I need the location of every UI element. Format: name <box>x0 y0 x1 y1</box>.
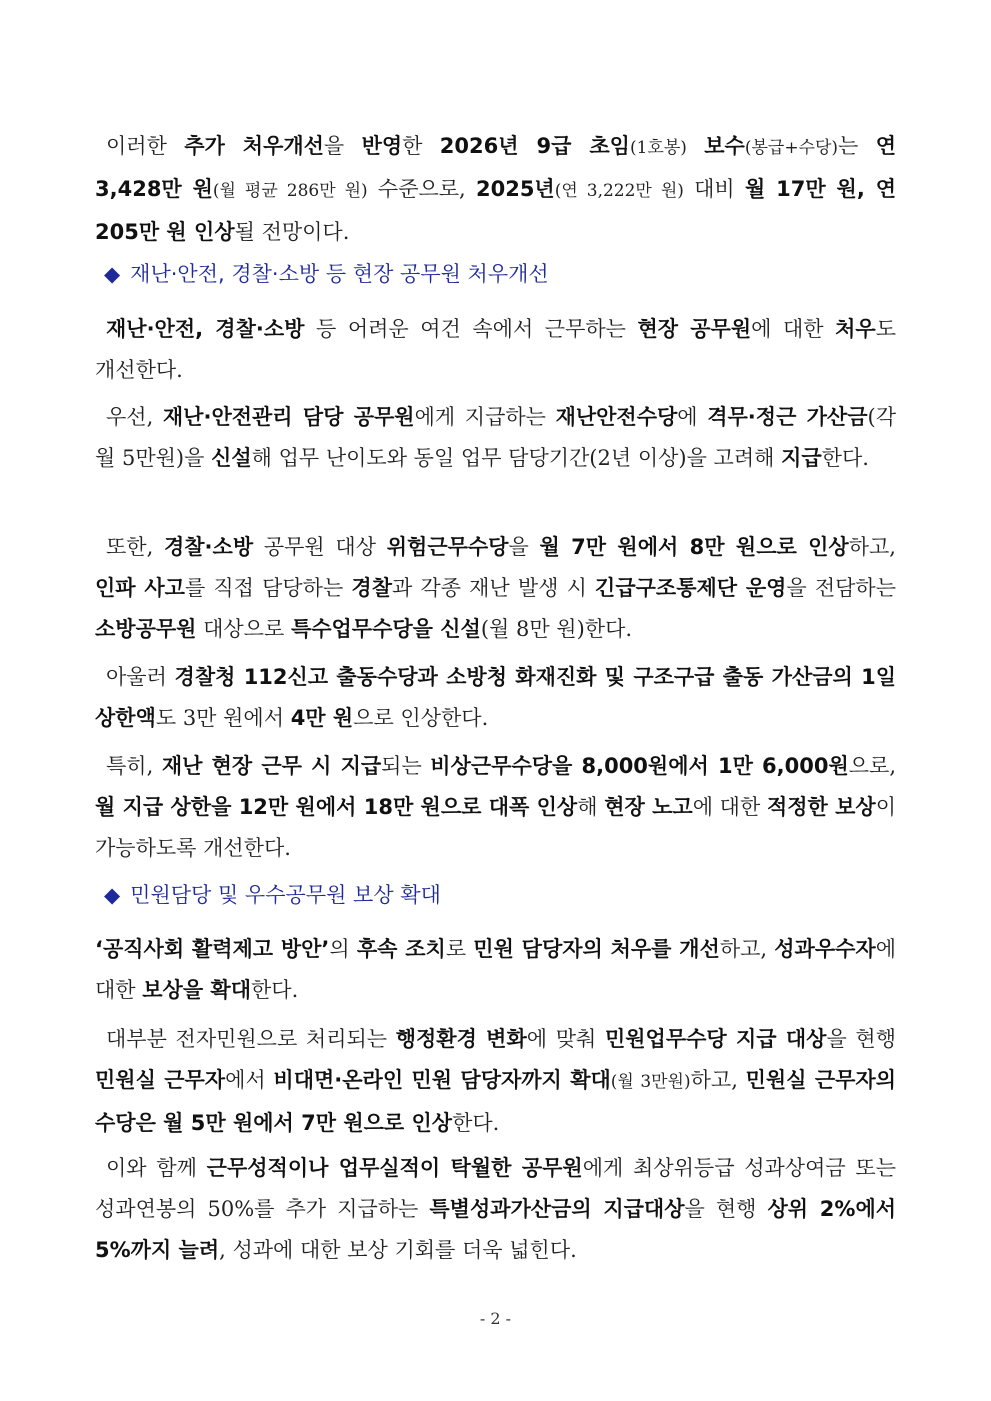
text: 을 전담하는 <box>786 576 897 600</box>
text: 대비 <box>683 177 745 201</box>
text: 공무원 대상 <box>253 535 387 559</box>
bold-text: 특별성과가산금의 지급대상 <box>429 1197 685 1221</box>
bold-text: 후속 조치 <box>356 937 446 961</box>
small-note: (봉급+수당) <box>744 138 839 158</box>
text: 대부분 전자민원으로 처리되는 <box>106 1027 396 1051</box>
text: 하고, <box>719 937 775 961</box>
paragraph-field-workers-intro <box>95 309 896 391</box>
bold-text: 인파 사고 <box>95 576 185 600</box>
text: 하고, <box>848 535 896 559</box>
bold-text: 경찰청 112신고 출동수당과 소방청 화재진화 및 구조구급 출동 가산금의 1일 상한액 <box>95 665 896 730</box>
bold-text: 현장 공무원 <box>637 317 752 341</box>
bold-text: 재난 현장 근무 시 지급 <box>161 754 382 778</box>
page-number: - 2 - <box>479 1309 512 1328</box>
section-heading-field-workers <box>104 254 549 295</box>
text: 하고, <box>690 1068 746 1092</box>
bold-text: 경찰 <box>351 576 392 600</box>
text: 한다. <box>251 978 299 1002</box>
text: 를 직접 담당하는 <box>184 576 352 600</box>
small-note: (월 평균 286만 원) <box>212 181 368 201</box>
bold-text: 4만 원 <box>290 706 354 730</box>
bold-text: 민원실 근무자 <box>95 1068 226 1092</box>
small-note: (월 3만원) <box>610 1072 691 1092</box>
bold-text: 근무성적이나 업무실적이 탁월한 공무원 <box>206 1156 583 1180</box>
bold-text: 월 지급 상한을 12만 원에서 18만 원으로 대폭 인상 <box>95 795 578 819</box>
text: (월 8만 원)한다. <box>480 617 633 641</box>
text: 로 <box>445 937 474 961</box>
bold-text: 연 3,428만 원 <box>95 134 896 201</box>
bold-text: 비상근무수당을 8,000원에서 1만 6,000원 <box>430 754 849 778</box>
paragraph-performance-bonus <box>95 1148 896 1271</box>
paragraph-salary-summary <box>95 126 896 253</box>
bold-text: 성과우수자 <box>774 937 876 961</box>
bold-text: 비대면·온라인 민원 담당자까지 확대 <box>273 1068 611 1092</box>
diamond-bullet-icon: ◆ <box>104 262 121 286</box>
bold-text: 긴급구조통제단 운영 <box>595 576 787 600</box>
text: 이 가능하도록 개선한다. <box>95 795 896 860</box>
text: 에 맞춰 <box>526 1027 605 1051</box>
text: 에게 최상위등급 성과상여금 또는 성과연봉의 50%를 추가 지급하는 <box>95 1156 896 1221</box>
text: 특히, <box>106 754 162 778</box>
bold-text: 상위 2%에서 5%까지 늘려 <box>95 1197 897 1262</box>
text: 한 <box>402 134 440 158</box>
text: 에서 <box>225 1068 274 1092</box>
text: 우선, <box>106 405 163 429</box>
text: (각 월 5만원)을 <box>95 405 896 470</box>
bold-text: 월 7만 원에서 8만 원으로 인상 <box>539 535 849 559</box>
text: 등 어려운 여건 속에서 근무하는 <box>304 317 638 341</box>
section-heading-text: 민원담당 및 우수공무원 보상 확대 <box>130 883 441 907</box>
bold-text: 처우 <box>835 317 876 341</box>
bold-text: 민원 담당자의 처우를 개선 <box>473 937 720 961</box>
small-note: (1호봉) <box>629 138 687 158</box>
text: 또한, <box>106 535 164 559</box>
paragraph-emergency-duty-allowance <box>95 746 896 869</box>
text: 대상으로 <box>196 617 291 641</box>
bold-text: 소방공무원 <box>95 617 197 641</box>
text: 해 <box>577 795 605 819</box>
text <box>687 134 704 158</box>
text: 을 <box>323 134 362 158</box>
text: 으로, <box>848 754 897 778</box>
bold-text: 추가 처우개선 <box>184 134 324 158</box>
text: 아울러 <box>106 665 175 689</box>
text: , 성과에 대한 보상 기회를 더욱 넓힌다. <box>219 1238 577 1262</box>
bold-text: 월 17만 원, 연 205만 원 인상 <box>95 177 896 244</box>
text: 수준으로, <box>367 177 476 201</box>
paragraph-disaster-safety-allowance <box>95 397 896 479</box>
text: 되는 <box>381 754 431 778</box>
text: 도 개선한다. <box>95 317 896 382</box>
bold-text: 적정한 보상 <box>766 795 876 819</box>
text: 을 현행 <box>684 1197 768 1221</box>
text: 을 <box>508 535 540 559</box>
text: 으로 인상한다. <box>353 706 489 730</box>
bold-text: 재난·안전관리 담당 공무원 <box>162 405 415 429</box>
paragraph-civil-service-intro <box>95 929 896 1011</box>
text: 해 업무 난이도와 동일 업무 담당기간(2년 이상)을 고려해 <box>251 446 782 470</box>
text: 에 대한 <box>95 937 896 1002</box>
bold-text: 위험근무수당 <box>386 535 509 559</box>
text: 될 전망이다. <box>234 220 350 244</box>
text: 도 3만 원에서 <box>155 706 291 730</box>
paragraph-civil-complaint-allowance <box>95 1019 896 1144</box>
bold-text: 반영 <box>361 134 403 158</box>
text: 에 대한 <box>692 795 767 819</box>
text: 는 <box>838 134 876 158</box>
section-heading-civil-service-rewards <box>104 875 441 916</box>
bold-text: 신설 <box>211 446 252 470</box>
section-heading-text: 재난·안전, 경찰·소방 등 현장 공무원 처우개선 <box>130 262 549 286</box>
bold-text: 현장 노고 <box>604 795 693 819</box>
text: 이러한 <box>106 134 185 158</box>
bold-text: 보수 <box>704 134 745 158</box>
paragraph-police-fire-allowance <box>95 527 896 650</box>
diamond-bullet-icon: ◆ <box>104 883 121 907</box>
text: 의 <box>329 937 357 961</box>
bold-text: 격무·정근 가산금 <box>707 405 868 429</box>
bold-text: 지급 <box>781 446 822 470</box>
bold-text: 행정환경 변화 <box>395 1027 527 1051</box>
text: 을 현행 <box>826 1027 896 1051</box>
text: 이와 함께 <box>106 1156 207 1180</box>
text: 과 각종 재난 발생 시 <box>391 576 596 600</box>
bold-text: 2026년 9급 초임 <box>439 134 630 158</box>
bold-text: 경찰·소방 <box>163 535 254 559</box>
bold-text: 재난안전수당 <box>555 405 678 429</box>
text: 한다. <box>452 1111 500 1135</box>
bold-text: 민원실 근무자의 수당은 월 5만 원에서 7만 원으로 인상 <box>95 1068 896 1135</box>
bold-text: 2025년 <box>475 177 555 201</box>
bold-text: ‘공직사회 활력제고 방안’ <box>95 937 330 961</box>
text: 에게 지급하는 <box>414 405 556 429</box>
small-note: (연 3,222만 원) <box>554 181 684 201</box>
text: 한다. <box>821 446 869 470</box>
bold-text: 재난·안전, 경찰·소방 <box>106 317 305 341</box>
bold-text: 특수업무수당을 신설 <box>290 617 481 641</box>
paragraph-dispatch-allowance <box>95 657 896 739</box>
bold-text: 민원업무수당 지급 대상 <box>604 1027 827 1051</box>
text: 에 <box>677 405 708 429</box>
bold-text: 보상을 확대 <box>142 978 251 1002</box>
text: 에 대한 <box>751 317 836 341</box>
